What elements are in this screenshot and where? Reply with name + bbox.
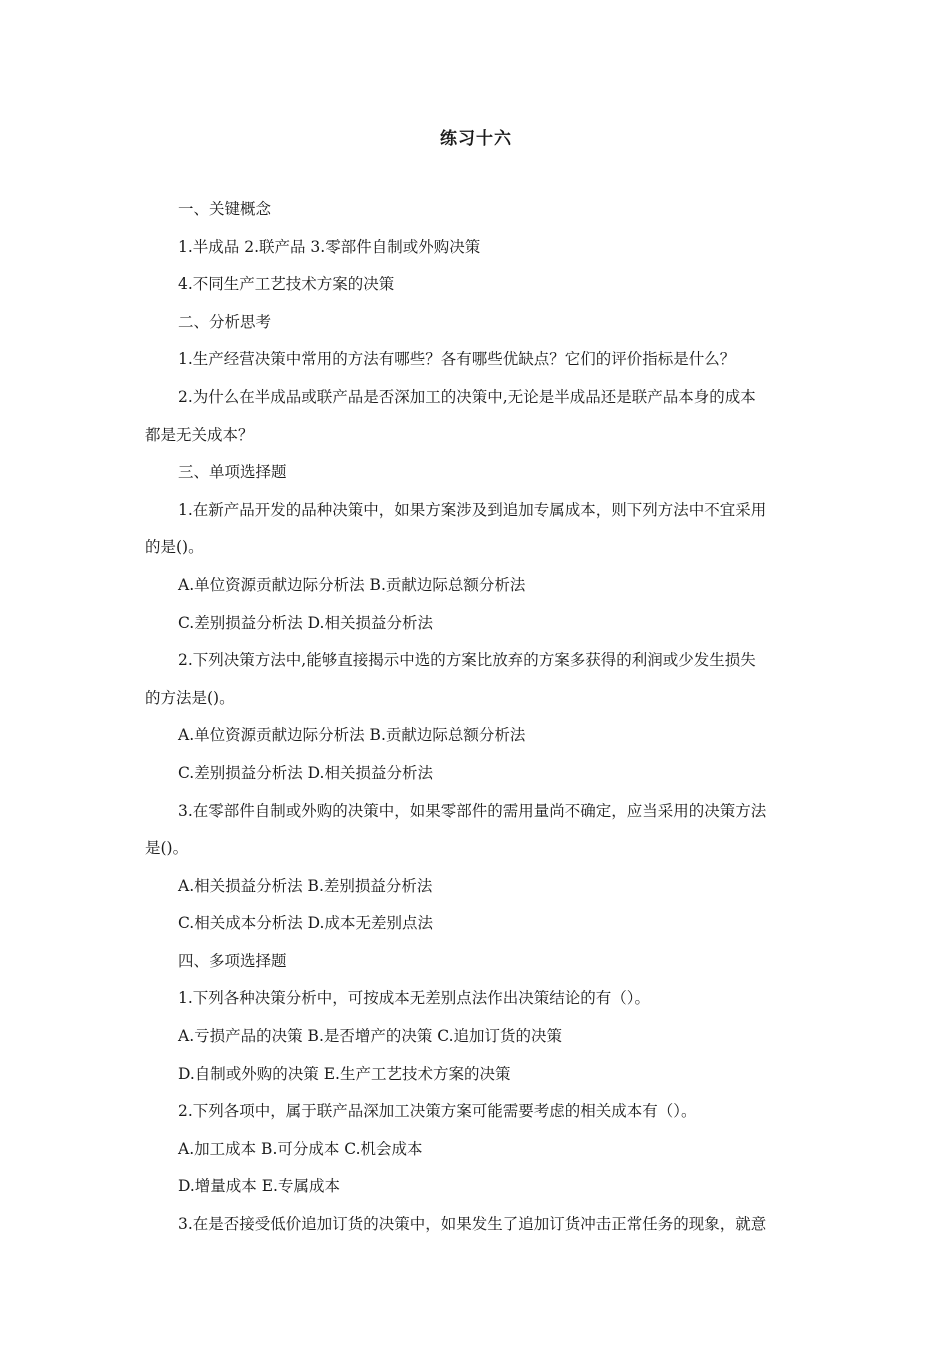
text-line: 一、关键概念 [178,200,272,218]
text-line: 的是()。 [145,538,204,557]
text-line: 3.在是否接受低价追加订货的决策中，如果发生了追加订货冲击正常任务的现象，就意 [178,1215,767,1234]
text-line: A.亏损产品的决策 B.是否增产的决策 C.追加订货的决策 [178,1027,563,1046]
text-line: 2.下列决策方法中,能够直接揭示中选的方案比放弃的方案多获得的利润或少发生损失 [178,651,756,670]
text-line: D.自制或外购的决策 E.生产工艺技术方案的决策 [178,1064,511,1083]
text-line: 1.半成品 2.联产品 3.零部件自制或外购决策 [178,237,481,256]
text-line: 1.在新产品开发的品种决策中，如果方案涉及到追加专属成本，则下列方法中不宜采用 [178,500,767,519]
page-title: 练习十六 [440,129,512,149]
text-line: 二、分析思考 [178,312,272,331]
text-line: 1.生产经营决策中常用的方法有哪些？各有哪些优缺点？它们的评价指标是什么？ [178,350,736,369]
document-body [145,196,813,1249]
text-line: 是()。 [145,839,189,858]
text-line: D.增量成本 E.专属成本 [178,1177,340,1196]
text-line: 四、多项选择题 [178,951,287,970]
text-line: A.相关损益分析法 B.差别损益分析法 [178,876,433,895]
text-line: C.差别损益分析法 D.相关损益分析法 [178,763,433,782]
text-line: 3.在零部件自制或外购的决策中，如果零部件的需用量尚不确定，应当采用的决策方法 [178,801,767,820]
text-line: A.加工成本 B.可分成本 C.机会成本 [178,1139,423,1158]
text-line: A.单位资源贡献边际分析法 B.贡献边际总额分析法 [178,575,526,594]
text-line: 2.为什么在半成品或联产品是否深加工的决策中,无论是半成品还是联产品本身的成本 [178,387,756,406]
text-line: 都是无关成本？ [145,425,254,444]
text-line: 三、单项选择题 [178,463,287,482]
text-line: 2.下列各项中，属于联产品深加工决策方案可能需要考虑的相关成本有（）。 [178,1102,697,1121]
text-line: A.单位资源贡献边际分析法 B.贡献边际总额分析法 [178,726,526,745]
text-line: 4.不同生产工艺技术方案的决策 [178,275,395,294]
text-line: C.差别损益分析法 D.相关损益分析法 [178,613,433,632]
text-line: 的方法是()。 [145,688,235,707]
text-line: C.相关成本分析法 D.成本无差别点法 [178,914,433,933]
text-line: 1.下列各种决策分析中，可按成本无差别点法作出决策结论的有（）。 [178,989,651,1008]
